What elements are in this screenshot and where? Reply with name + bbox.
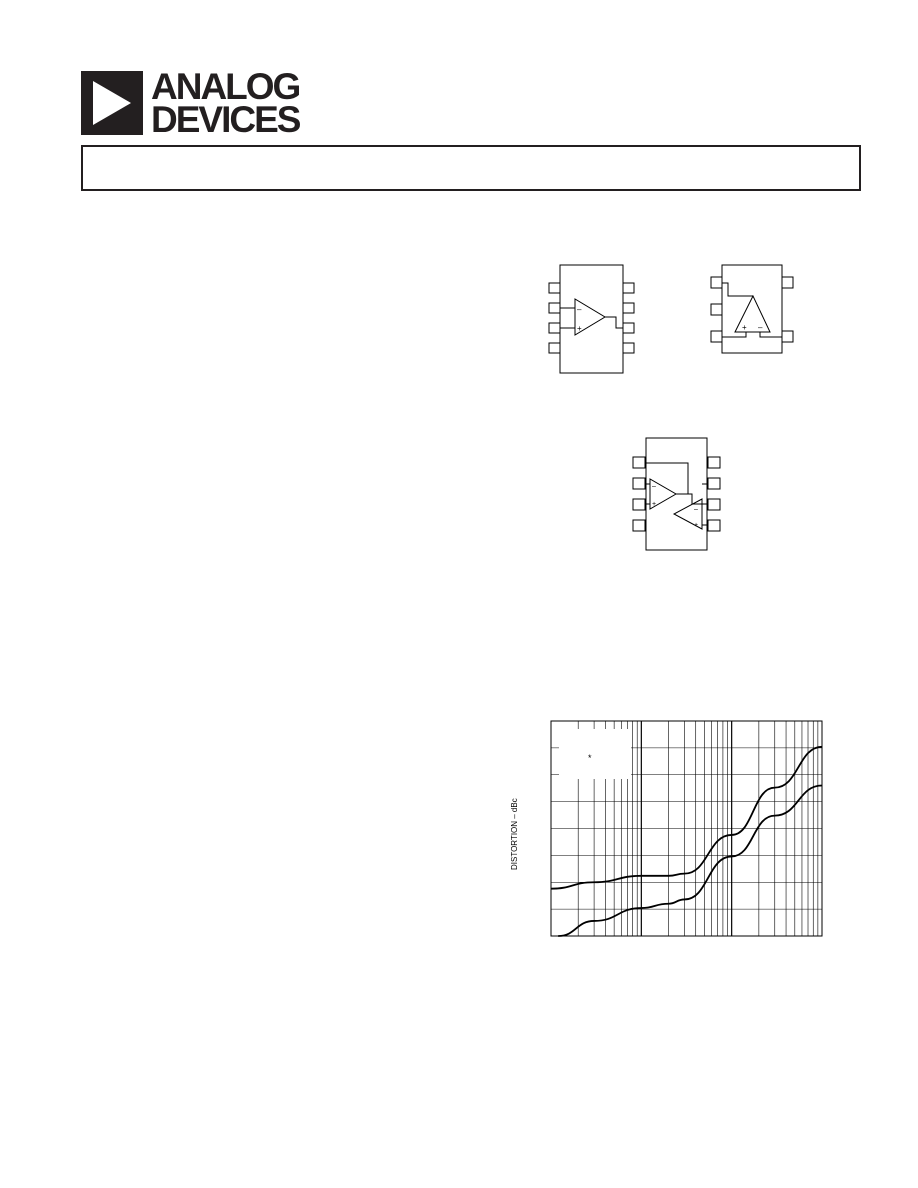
svg-text:+: + — [694, 522, 699, 529]
svg-text:–: – — [694, 506, 698, 513]
dip8-dual-connection-diagram — [630, 437, 726, 553]
dual-op-amp-8-pin-dip-icon — [630, 437, 726, 553]
svg-text:–: – — [652, 483, 656, 490]
svg-text:+: + — [652, 501, 657, 508]
sot5-single-connection-diagram — [708, 264, 800, 360]
title-box — [81, 145, 861, 191]
op-amp-5-pin-sot-icon — [708, 264, 800, 360]
logo-text-line1: ANALOG — [151, 66, 300, 107]
svg-text:+: + — [742, 323, 747, 332]
distortion-chart-svg — [515, 715, 835, 945]
logo-text-line2: DEVICES — [151, 99, 300, 140]
dip8-single-connection-diagram — [546, 264, 642, 376]
chart-y-axis-label: DISTORTION – dBc — [510, 798, 519, 870]
svg-text:–: – — [758, 323, 763, 332]
distortion-chart — [515, 715, 835, 945]
analog-devices-logo — [81, 66, 311, 140]
chart-legend-marker: * — [588, 753, 592, 763]
chart-legend-box — [559, 729, 631, 779]
chart-series-line-2 — [558, 786, 822, 937]
svg-text:+: + — [577, 324, 582, 333]
op-amp-8-pin-dip-icon — [546, 264, 642, 376]
analog-devices-logo-icon — [81, 71, 143, 135]
svg-text:–: – — [577, 305, 582, 314]
